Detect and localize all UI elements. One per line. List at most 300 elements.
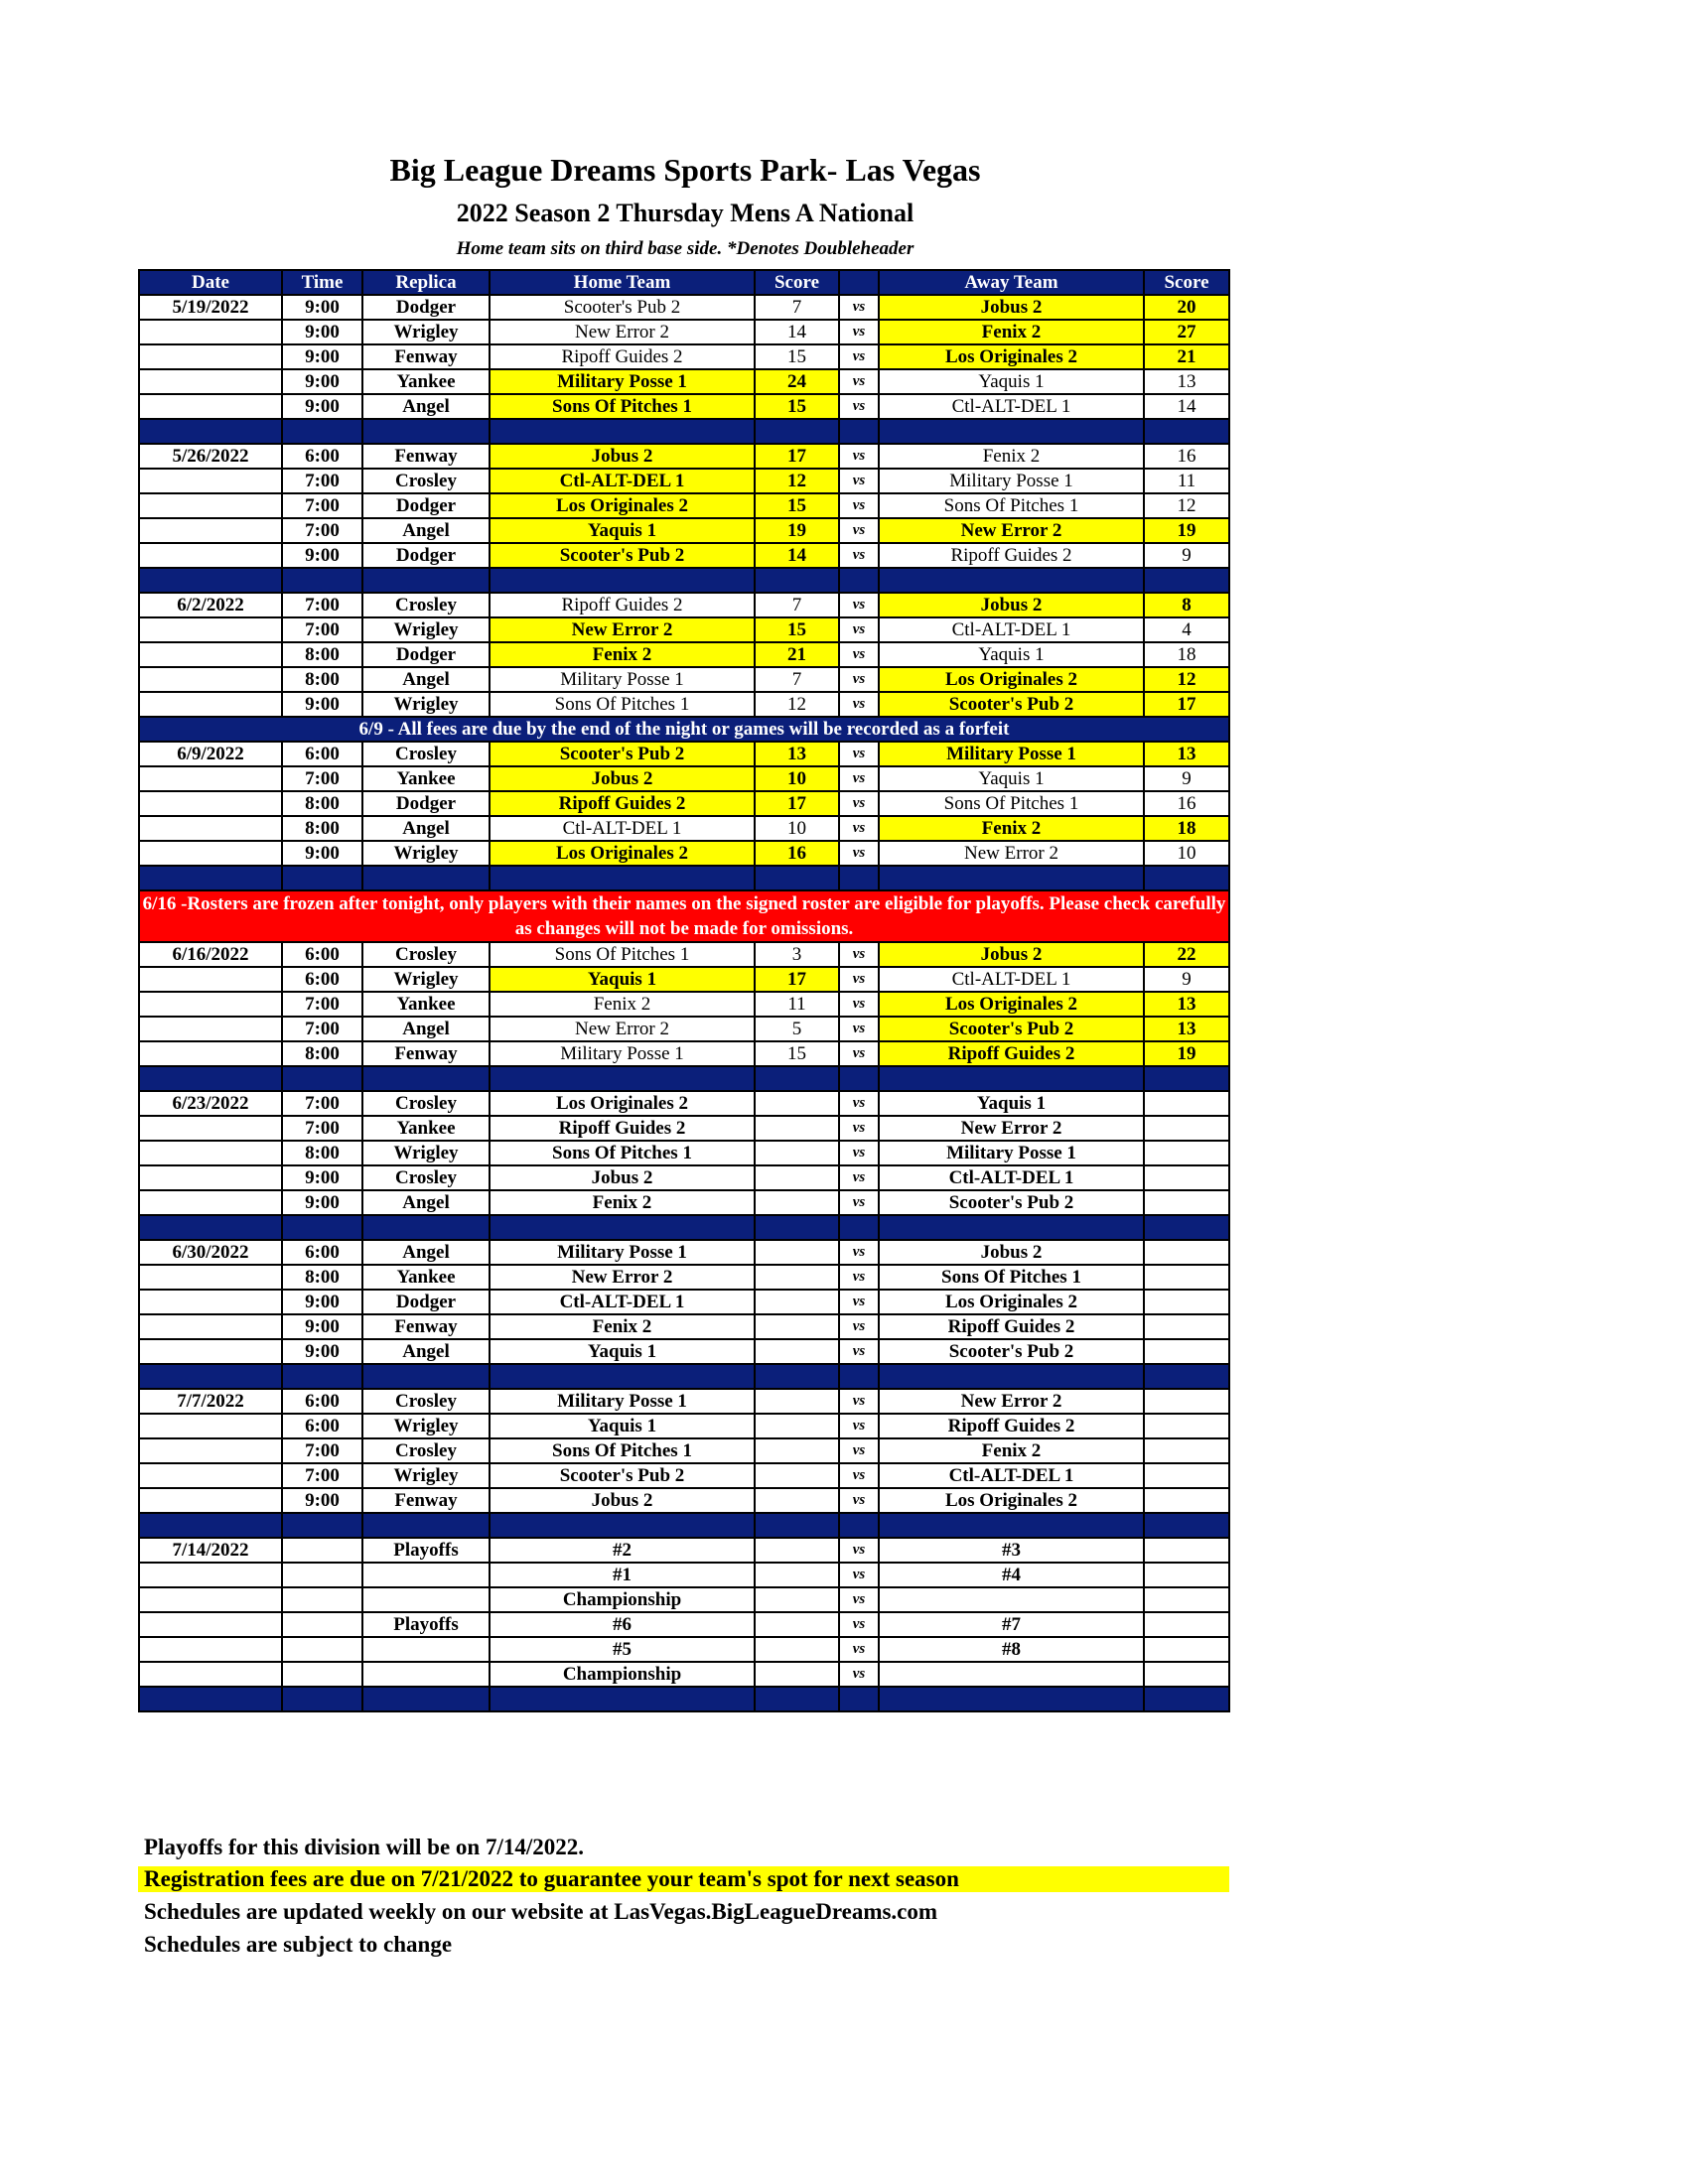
game-field: Dodger	[362, 1290, 490, 1314]
separator-cell	[282, 1687, 362, 1711]
game-field: Dodger	[362, 295, 490, 320]
game-date	[139, 791, 282, 816]
game-field: Angel	[362, 518, 490, 543]
home-team: Ripoff Guides 2	[490, 791, 755, 816]
home-team: #2	[490, 1538, 755, 1563]
vs-label: vs	[839, 942, 879, 967]
separator-cell	[490, 866, 755, 890]
game-row	[139, 394, 1229, 419]
home-team: Scooter's Pub 2	[490, 295, 755, 320]
separator-cell	[839, 419, 879, 444]
away-score	[1144, 1240, 1229, 1265]
vs-label: vs	[839, 1017, 879, 1041]
separator-cell	[282, 568, 362, 593]
home-team: Ctl-ALT-DEL 1	[490, 469, 755, 493]
game-time: 7:00	[282, 469, 362, 493]
vs-label: vs	[839, 791, 879, 816]
away-team: Yaquis 1	[879, 1091, 1144, 1116]
home-team: New Error 2	[490, 1265, 755, 1290]
game-date	[139, 692, 282, 717]
separator-cell	[490, 1513, 755, 1538]
vs-label: vs	[839, 1314, 879, 1339]
separator-cell	[879, 1687, 1144, 1711]
game-field: Yankee	[362, 369, 490, 394]
game-date	[139, 1190, 282, 1215]
game-date	[139, 1141, 282, 1165]
game-date	[139, 766, 282, 791]
home-team: Ctl-ALT-DEL 1	[490, 1290, 755, 1314]
separator-cell	[755, 419, 839, 444]
game-date	[139, 816, 282, 841]
home-team: Yaquis 1	[490, 1339, 755, 1364]
vs-label: vs	[839, 692, 879, 717]
home-score	[755, 1240, 839, 1265]
week-separator-row	[139, 1687, 1229, 1711]
away-team: Los Originales 2	[879, 1488, 1144, 1513]
home-team: Fenix 2	[490, 1190, 755, 1215]
week-separator-row	[139, 1066, 1229, 1091]
home-score: 24	[755, 369, 839, 394]
game-date: 7/14/2022	[139, 1538, 282, 1563]
game-row	[139, 1389, 1229, 1414]
game-field: Dodger	[362, 791, 490, 816]
separator-cell	[755, 1066, 839, 1091]
separator-cell	[362, 1066, 490, 1091]
home-score: 10	[755, 766, 839, 791]
away-team: Ctl-ALT-DEL 1	[879, 394, 1144, 419]
vs-label: vs	[839, 518, 879, 543]
away-score: 9	[1144, 967, 1229, 992]
game-time	[282, 1563, 362, 1587]
home-score	[755, 1265, 839, 1290]
away-score	[1144, 1587, 1229, 1612]
game-time: 8:00	[282, 1141, 362, 1165]
separator-cell	[879, 1215, 1144, 1240]
vs-label: vs	[839, 1290, 879, 1314]
game-field	[362, 1662, 490, 1687]
game-field: Fenway	[362, 344, 490, 369]
vs-label: vs	[839, 1414, 879, 1438]
away-score	[1144, 1463, 1229, 1488]
away-team: Military Posse 1	[879, 742, 1144, 766]
away-team: Scooter's Pub 2	[879, 1190, 1144, 1215]
game-date	[139, 369, 282, 394]
home-team: Military Posse 1	[490, 369, 755, 394]
separator-cell	[755, 866, 839, 890]
separator-cell	[139, 568, 282, 593]
separator-cell	[1144, 1687, 1229, 1711]
vs-label: vs	[839, 1091, 879, 1116]
home-team: #1	[490, 1563, 755, 1587]
home-score	[755, 1612, 839, 1637]
game-time: 8:00	[282, 1265, 362, 1290]
home-team: Military Posse 1	[490, 1240, 755, 1265]
home-score: 12	[755, 469, 839, 493]
away-score: 18	[1144, 642, 1229, 667]
home-score	[755, 1116, 839, 1141]
away-team: Military Posse 1	[879, 469, 1144, 493]
vs-label: vs	[839, 1438, 879, 1463]
col-home-team: Home Team	[490, 270, 755, 295]
game-row	[139, 1339, 1229, 1364]
game-row	[139, 295, 1229, 320]
away-team: #3	[879, 1538, 1144, 1563]
game-field: Crosley	[362, 942, 490, 967]
vs-label: vs	[839, 493, 879, 518]
home-team: Scooter's Pub 2	[490, 1463, 755, 1488]
game-field: Wrigley	[362, 1414, 490, 1438]
separator-cell	[879, 568, 1144, 593]
away-team: New Error 2	[879, 518, 1144, 543]
separator-cell	[139, 1513, 282, 1538]
home-score	[755, 1463, 839, 1488]
home-team: Ripoff Guides 2	[490, 344, 755, 369]
home-score: 17	[755, 791, 839, 816]
game-row	[139, 992, 1229, 1017]
away-score: 13	[1144, 369, 1229, 394]
game-field: Yankee	[362, 1116, 490, 1141]
game-time	[282, 1637, 362, 1662]
home-team: Los Originales 2	[490, 1091, 755, 1116]
footer-playoffs: Playoffs for this division will be on 7/14/2022.	[144, 1835, 585, 1859]
game-row	[139, 320, 1229, 344]
home-score: 15	[755, 1041, 839, 1066]
home-score	[755, 1190, 839, 1215]
away-score: 4	[1144, 617, 1229, 642]
game-time	[282, 1538, 362, 1563]
home-score: 21	[755, 642, 839, 667]
game-date	[139, 1463, 282, 1488]
game-field: Crosley	[362, 1438, 490, 1463]
game-field: Yankee	[362, 766, 490, 791]
away-team: #4	[879, 1563, 1144, 1587]
game-row	[139, 942, 1229, 967]
separator-cell	[139, 1687, 282, 1711]
home-score: 16	[755, 841, 839, 866]
game-time: 9:00	[282, 692, 362, 717]
home-score: 5	[755, 1017, 839, 1041]
separator-cell	[139, 1364, 282, 1389]
away-team: Sons Of Pitches 1	[879, 791, 1144, 816]
game-time: 7:00	[282, 766, 362, 791]
game-field: Angel	[362, 1190, 490, 1215]
week-separator-row	[139, 1215, 1229, 1240]
separator-cell	[362, 1364, 490, 1389]
away-score	[1144, 1265, 1229, 1290]
home-team: Fenix 2	[490, 642, 755, 667]
away-team: Yaquis 1	[879, 369, 1144, 394]
game-time	[282, 1662, 362, 1687]
game-date	[139, 841, 282, 866]
separator-cell	[755, 568, 839, 593]
home-score	[755, 1314, 839, 1339]
away-team: Yaquis 1	[879, 766, 1144, 791]
game-time: 6:00	[282, 942, 362, 967]
separator-cell	[139, 866, 282, 890]
away-score: 18	[1144, 816, 1229, 841]
game-field: Crosley	[362, 593, 490, 617]
game-time: 7:00	[282, 1463, 362, 1488]
separator-cell	[1144, 1215, 1229, 1240]
separator-cell	[879, 419, 1144, 444]
table-header-row	[139, 270, 1229, 295]
vs-label: vs	[839, 1563, 879, 1587]
vs-label: vs	[839, 742, 879, 766]
home-score: 11	[755, 992, 839, 1017]
away-score	[1144, 1314, 1229, 1339]
home-score	[755, 1091, 839, 1116]
separator-cell	[362, 1513, 490, 1538]
away-team: Jobus 2	[879, 593, 1144, 617]
game-row	[139, 617, 1229, 642]
vs-label: vs	[839, 1141, 879, 1165]
away-team: Ripoff Guides 2	[879, 1414, 1144, 1438]
vs-label: vs	[839, 766, 879, 791]
vs-label: vs	[839, 1463, 879, 1488]
game-date	[139, 469, 282, 493]
home-score: 19	[755, 518, 839, 543]
separator-cell	[755, 1215, 839, 1240]
game-time: 9:00	[282, 1488, 362, 1513]
fee-notice-text: 6/9 - All fees are due by the end of the night or games will be recorded as a forfeit	[139, 717, 1229, 742]
game-date	[139, 518, 282, 543]
game-field: Wrigley	[362, 692, 490, 717]
home-team: Fenix 2	[490, 1314, 755, 1339]
separator-cell	[839, 1687, 879, 1711]
game-row	[139, 692, 1229, 717]
game-field: Crosley	[362, 469, 490, 493]
vs-label: vs	[839, 295, 879, 320]
game-time: 7:00	[282, 992, 362, 1017]
away-score: 22	[1144, 942, 1229, 967]
away-score: 12	[1144, 667, 1229, 692]
vs-label: vs	[839, 543, 879, 568]
home-score	[755, 1563, 839, 1587]
home-team: #6	[490, 1612, 755, 1637]
game-field	[362, 1563, 490, 1587]
game-time: 6:00	[282, 742, 362, 766]
game-date	[139, 1265, 282, 1290]
col-date: Date	[139, 270, 282, 295]
home-team: Scooter's Pub 2	[490, 742, 755, 766]
game-row	[139, 493, 1229, 518]
home-score	[755, 1141, 839, 1165]
home-score: 12	[755, 692, 839, 717]
game-field: Yankee	[362, 992, 490, 1017]
col-time: Time	[282, 270, 362, 295]
away-team: Ripoff Guides 2	[879, 1314, 1144, 1339]
home-score	[755, 1587, 839, 1612]
game-row	[139, 766, 1229, 791]
roster-alert-row	[139, 890, 1229, 942]
separator-cell	[490, 1364, 755, 1389]
separator-cell	[1144, 1364, 1229, 1389]
home-score	[755, 1538, 839, 1563]
away-score: 19	[1144, 518, 1229, 543]
away-score: 20	[1144, 295, 1229, 320]
home-score: 17	[755, 967, 839, 992]
game-row	[139, 1116, 1229, 1141]
game-time: 6:00	[282, 1414, 362, 1438]
away-score	[1144, 1190, 1229, 1215]
home-team: Jobus 2	[490, 766, 755, 791]
away-score	[1144, 1662, 1229, 1687]
away-score: 21	[1144, 344, 1229, 369]
home-team: #5	[490, 1637, 755, 1662]
home-team: Sons Of Pitches 1	[490, 942, 755, 967]
away-score	[1144, 1612, 1229, 1637]
vs-label: vs	[839, 1587, 879, 1612]
game-row	[139, 1637, 1229, 1662]
vs-label: vs	[839, 841, 879, 866]
separator-cell	[1144, 1066, 1229, 1091]
away-score: 9	[1144, 543, 1229, 568]
away-score	[1144, 1091, 1229, 1116]
home-score: 17	[755, 444, 839, 469]
home-score: 7	[755, 295, 839, 320]
game-date	[139, 1587, 282, 1612]
game-row	[139, 1290, 1229, 1314]
home-score: 14	[755, 320, 839, 344]
game-field: Crosley	[362, 742, 490, 766]
home-team: Sons Of Pitches 1	[490, 692, 755, 717]
game-time: 7:00	[282, 617, 362, 642]
game-field: Playoffs	[362, 1612, 490, 1637]
game-date	[139, 1017, 282, 1041]
game-time: 8:00	[282, 642, 362, 667]
vs-label: vs	[839, 1389, 879, 1414]
game-row	[139, 1612, 1229, 1637]
separator-cell	[490, 1215, 755, 1240]
game-row	[139, 1041, 1229, 1066]
game-field: Crosley	[362, 1091, 490, 1116]
home-team: Jobus 2	[490, 444, 755, 469]
away-team: Ripoff Guides 2	[879, 1041, 1144, 1066]
away-team: Los Originales 2	[879, 667, 1144, 692]
away-score	[1144, 1438, 1229, 1463]
game-field: Crosley	[362, 1389, 490, 1414]
game-row	[139, 1240, 1229, 1265]
separator-cell	[755, 1687, 839, 1711]
week-separator-row	[139, 1513, 1229, 1538]
vs-label: vs	[839, 617, 879, 642]
game-field: Wrigley	[362, 1141, 490, 1165]
separator-cell	[490, 419, 755, 444]
vs-label: vs	[839, 1041, 879, 1066]
away-score: 19	[1144, 1041, 1229, 1066]
game-time: 9:00	[282, 295, 362, 320]
home-team: Ripoff Guides 2	[490, 593, 755, 617]
away-team: Fenix 2	[879, 444, 1144, 469]
game-time: 6:00	[282, 1389, 362, 1414]
away-team: Ctl-ALT-DEL 1	[879, 617, 1144, 642]
away-team: Ctl-ALT-DEL 1	[879, 967, 1144, 992]
home-score	[755, 1414, 839, 1438]
game-date	[139, 1314, 282, 1339]
home-team: Ctl-ALT-DEL 1	[490, 816, 755, 841]
home-score	[755, 1339, 839, 1364]
home-score	[755, 1438, 839, 1463]
game-time: 7:00	[282, 593, 362, 617]
home-score: 7	[755, 667, 839, 692]
away-team: Los Originales 2	[879, 992, 1144, 1017]
game-field: Dodger	[362, 642, 490, 667]
vs-label: vs	[839, 394, 879, 419]
game-date	[139, 967, 282, 992]
vs-label: vs	[839, 1339, 879, 1364]
home-score	[755, 1488, 839, 1513]
week-separator-row	[139, 866, 1229, 890]
game-row	[139, 543, 1229, 568]
game-row	[139, 791, 1229, 816]
separator-cell	[282, 1513, 362, 1538]
game-row	[139, 1265, 1229, 1290]
away-score: 13	[1144, 992, 1229, 1017]
roster-alert-text: 6/16 -Rosters are frozen after tonight, only players with their names on the signed roster are eligible for playoffs. Please check carefully as changes will not be made for omissions.	[139, 890, 1229, 942]
game-date	[139, 1290, 282, 1314]
game-time: 7:00	[282, 1091, 362, 1116]
separator-cell	[490, 1687, 755, 1711]
game-field: Angel	[362, 394, 490, 419]
separator-cell	[362, 1687, 490, 1711]
vs-label: vs	[839, 1662, 879, 1687]
away-team: Jobus 2	[879, 1240, 1144, 1265]
game-field: Wrigley	[362, 320, 490, 344]
separator-cell	[362, 866, 490, 890]
game-date: 6/16/2022	[139, 942, 282, 967]
home-team: Military Posse 1	[490, 667, 755, 692]
game-row	[139, 1414, 1229, 1438]
fee-notice-row	[139, 717, 1229, 742]
vs-label: vs	[839, 1538, 879, 1563]
game-field: Wrigley	[362, 841, 490, 866]
game-date	[139, 667, 282, 692]
away-team: Jobus 2	[879, 295, 1144, 320]
vs-label: vs	[839, 320, 879, 344]
game-row	[139, 518, 1229, 543]
vs-label: vs	[839, 642, 879, 667]
game-time: 9:00	[282, 1339, 362, 1364]
separator-cell	[282, 419, 362, 444]
vs-label: vs	[839, 816, 879, 841]
game-date	[139, 1165, 282, 1190]
game-date	[139, 1488, 282, 1513]
game-time: 8:00	[282, 816, 362, 841]
game-time: 9:00	[282, 1190, 362, 1215]
home-score	[755, 1389, 839, 1414]
game-date	[139, 493, 282, 518]
away-team: Sons Of Pitches 1	[879, 493, 1144, 518]
game-row	[139, 1538, 1229, 1563]
game-date: 5/26/2022	[139, 444, 282, 469]
vs-label: vs	[839, 1612, 879, 1637]
home-score: 15	[755, 394, 839, 419]
away-team: Los Originales 2	[879, 344, 1144, 369]
home-team: Sons Of Pitches 1	[490, 394, 755, 419]
game-date	[139, 394, 282, 419]
away-team: #8	[879, 1637, 1144, 1662]
away-score: 13	[1144, 1017, 1229, 1041]
away-team: Military Posse 1	[879, 1141, 1144, 1165]
home-team: Jobus 2	[490, 1488, 755, 1513]
game-time: 7:00	[282, 1017, 362, 1041]
vs-label: vs	[839, 469, 879, 493]
game-field: Wrigley	[362, 617, 490, 642]
game-field: Fenway	[362, 1041, 490, 1066]
away-team: New Error 2	[879, 1116, 1144, 1141]
home-team: Sons Of Pitches 1	[490, 1438, 755, 1463]
separator-cell	[362, 568, 490, 593]
